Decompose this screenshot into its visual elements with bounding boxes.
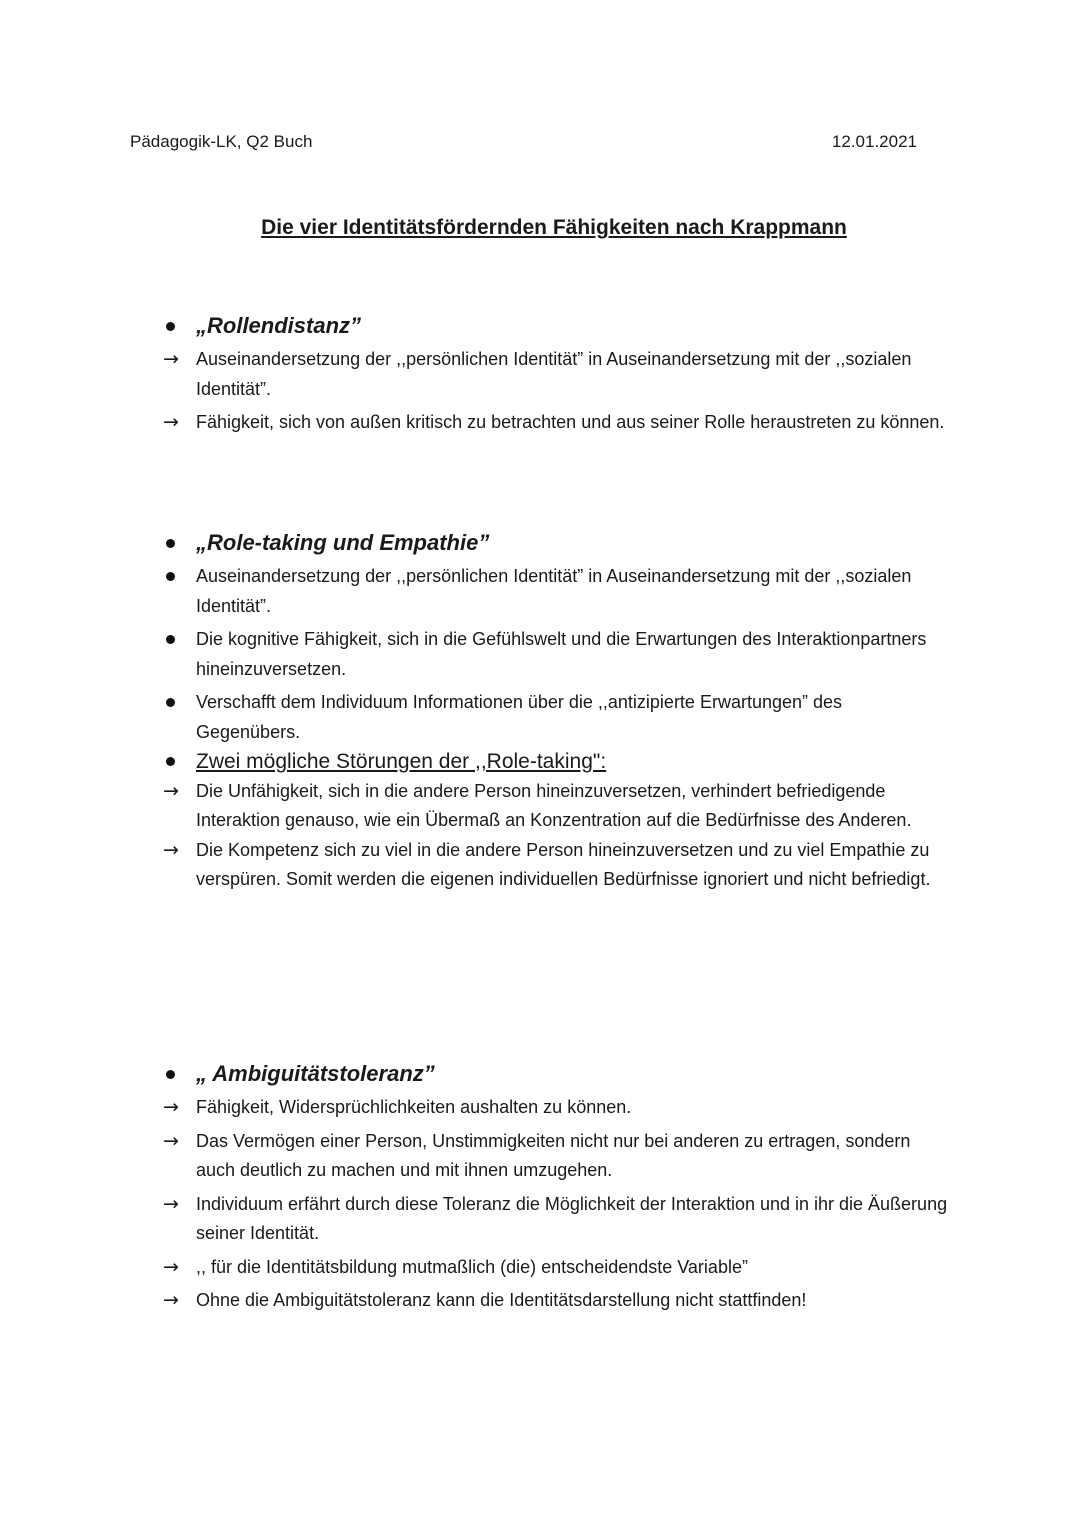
arrow-right-icon: → xyxy=(163,1096,179,1118)
list-item: → Die Kompetenz sich zu viel in die andere Person hineinzuversetzen und zu viel Empathie zu verspüren. Somit werden die eigenen individuellen Bedürfnisse ignoriert und nicht befriedigt. xyxy=(0,836,1080,895)
list-item: Verschafft dem Individuum Informationen über die ,,antizipierte Erwartungen” des Gegenübers. xyxy=(0,688,1080,747)
arrow-right-icon: → xyxy=(163,779,179,802)
document-date: 12.01.2021 xyxy=(831,132,917,151)
section-heading: „Rollendistanz” xyxy=(0,311,1080,341)
section-rollendistanz xyxy=(0,311,1080,438)
bullet-icon xyxy=(166,747,194,777)
document-header-left: Pädagogik-LK, Q2 Buch xyxy=(130,132,313,151)
list-item: → Ohne die Ambiguitätstoleranz kann die Identitätsdarstellung nicht stattfinden! xyxy=(0,1286,1080,1316)
section-heading: „ Ambiguitätstoleranz” xyxy=(0,1059,1080,1089)
list-item-subheading: Zwei mögliche Störungen der ,,Role-taking": xyxy=(0,747,1080,777)
list-item: → Die Unfähigkeit, sich in die andere Person hineinzuversetzen, verhindert befriedigende Interaktion genauso, wie ein Übermaß an Konzentration auf die Bedürfnisse des Anderen. xyxy=(0,777,1080,836)
bullet-icon xyxy=(166,562,194,592)
list-item: → Individuum erfährt durch diese Toleranz die Möglichkeit der Interaktion und in ihr die Äußerung seiner Identität. xyxy=(0,1190,1080,1249)
list-item: → Fähigkeit, Widersprüchlichkeiten aushalten zu können. xyxy=(0,1093,1080,1123)
arrow-right-icon: → xyxy=(163,348,179,370)
section-heading: „Role-taking und Empathie” xyxy=(0,528,1080,558)
list-item: → Fähigkeit, sich von außen kritisch zu betrachten und aus seiner Rolle heraustreten zu können. xyxy=(0,408,1080,438)
list-item: → ,, für die Identitätsbildung mutmaßlich (die) entscheidendste Variable” xyxy=(0,1253,1080,1283)
arrow-right-icon: → xyxy=(163,1192,179,1215)
bullet-icon xyxy=(166,311,194,341)
arrow-right-icon: → xyxy=(163,1289,179,1311)
list-item: Die kognitive Fähigkeit, sich in die Gefühlswelt und die Erwartungen des Interaktionpartners hineinzuversetzen. xyxy=(0,625,1080,684)
list-item: Auseinandersetzung der ,,persönlichen Identität” in Auseinandersetzung mit der ,,sozialen Identität”. xyxy=(0,562,1080,621)
arrow-right-icon: → xyxy=(163,838,179,861)
bullet-icon xyxy=(166,625,194,655)
arrow-right-icon: → xyxy=(163,1255,179,1278)
section-ambiguitaetstoleranz xyxy=(0,1059,1080,1316)
arrow-right-icon: → xyxy=(163,1129,179,1152)
arrow-right-icon: → xyxy=(163,411,179,433)
section-role-taking xyxy=(0,528,1080,895)
list-item: → Das Vermögen einer Person, Unstimmigkeiten nicht nur bei anderen zu ertragen, sondern auch deutlich zu machen und mit ihnen umzugehen. xyxy=(0,1127,1080,1186)
list-item: → Auseinandersetzung der ,,persönlichen Identität” in Auseinandersetzung mit der ,,sozialen Identität”. xyxy=(0,345,1080,404)
bullet-icon xyxy=(166,688,194,718)
bullet-icon xyxy=(166,1059,194,1089)
document-title: Die vier Identitätsfördernden Fähigkeiten nach Krappmann xyxy=(261,216,847,239)
bullet-icon xyxy=(166,528,194,558)
